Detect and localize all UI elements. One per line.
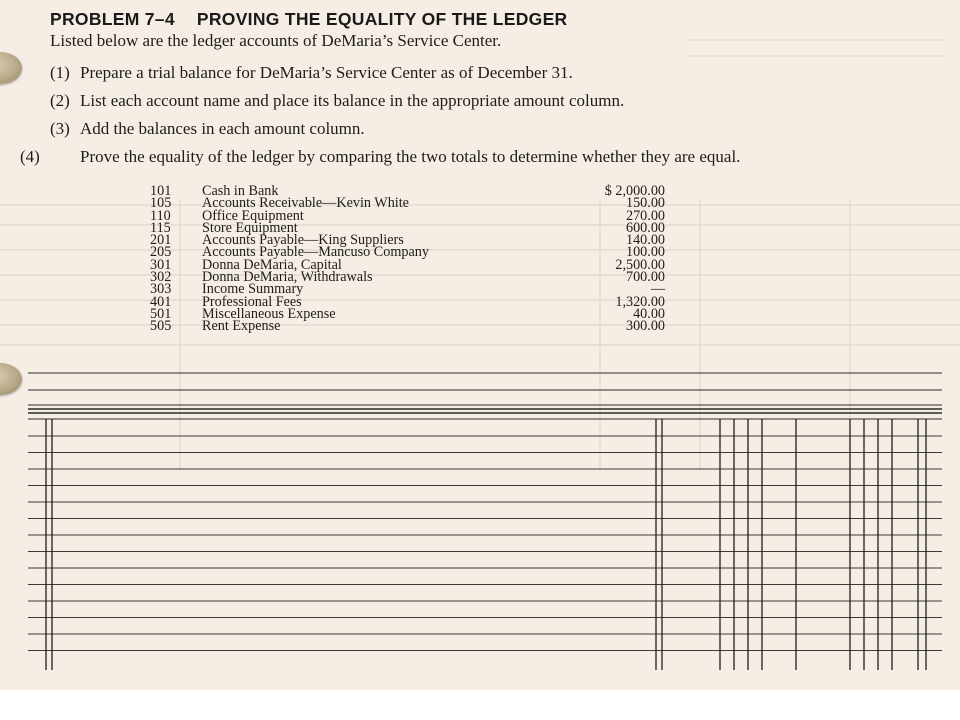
account-number: 301 — [150, 256, 172, 273]
account-balance: 700.00 — [625, 269, 665, 286]
account-balance: 100.00 — [625, 244, 665, 261]
problem-title: PROVING THE EQUALITY OF THE LEDGER — [196, 9, 568, 29]
account-balance: 300.00 — [625, 318, 665, 335]
trial-balance-form — [0, 360, 960, 690]
instruction-step — [50, 64, 920, 81]
instruction-list — [20, 63, 920, 176]
instruction-step — [50, 92, 920, 109]
step-text: List each account name and place its balance in the appropriate amount column. — [80, 91, 625, 110]
account-balance: 1,320.00 — [615, 293, 665, 310]
table-row — [150, 320, 665, 332]
problem-number: PROBLEM 7–4 — [50, 9, 175, 29]
account-balance: 600.00 — [625, 219, 665, 236]
account-balance: 40.00 — [633, 305, 665, 322]
account-name: Accounts Receivable—Kevin White — [202, 195, 409, 212]
account-number: 501 — [150, 305, 172, 322]
account-number: 401 — [150, 293, 172, 310]
step-number: (4) — [20, 147, 40, 166]
account-number: 303 — [150, 281, 172, 298]
account-name: Store Equipment — [202, 219, 298, 236]
account-name: Professional Fees — [202, 293, 302, 310]
account-balance: 140.00 — [625, 232, 665, 249]
account-number: 201 — [150, 232, 172, 249]
ledger-accounts-table — [150, 185, 665, 333]
instruction-step — [50, 120, 920, 137]
account-name: Miscellaneous Expense — [202, 305, 336, 322]
binder-hole-icon — [0, 363, 22, 395]
instruction-step — [20, 147, 920, 166]
step-number: (1) — [50, 63, 70, 82]
account-number: 101 — [150, 183, 172, 199]
account-name: Accounts Payable—Mancuso Company — [202, 244, 429, 261]
account-number: 505 — [150, 318, 172, 335]
account-balance: 270.00 — [625, 207, 665, 224]
account-balance: 2,500.00 — [615, 256, 665, 273]
step-text: Add the balances in each amount column. — [80, 119, 365, 138]
account-name: Donna DeMaria, Withdrawals — [202, 269, 373, 286]
account-number: 110 — [150, 207, 171, 224]
account-number: 105 — [150, 195, 172, 212]
account-number: 115 — [150, 219, 171, 236]
step-number: (2) — [50, 91, 70, 110]
account-balance: — — [650, 281, 665, 298]
account-name: Income Summary — [202, 281, 304, 298]
account-name: Cash in Bank — [202, 183, 279, 199]
intro-text: Listed below are the ledger accounts of DeMaria’s Service Center. — [50, 31, 502, 50]
account-balance: $ 2,000.00 — [604, 183, 665, 199]
problem-heading — [50, 9, 567, 30]
account-name: Rent Expense — [202, 318, 281, 335]
account-name: Office Equipment — [202, 207, 304, 224]
account-number: 205 — [150, 244, 172, 261]
step-text: Prove the equality of the ledger by comparing the two totals to determine whether they are equal. — [80, 147, 741, 166]
step-text: Prepare a trial balance for DeMaria’s Service Center as of December 31. — [80, 63, 573, 82]
binder-hole-icon — [0, 52, 22, 84]
account-number: 302 — [150, 269, 172, 286]
step-number: (3) — [50, 119, 70, 138]
account-name: Donna DeMaria, Capital — [202, 256, 342, 273]
account-balance: 150.00 — [625, 195, 665, 212]
account-name: Accounts Payable—King Suppliers — [202, 232, 404, 249]
